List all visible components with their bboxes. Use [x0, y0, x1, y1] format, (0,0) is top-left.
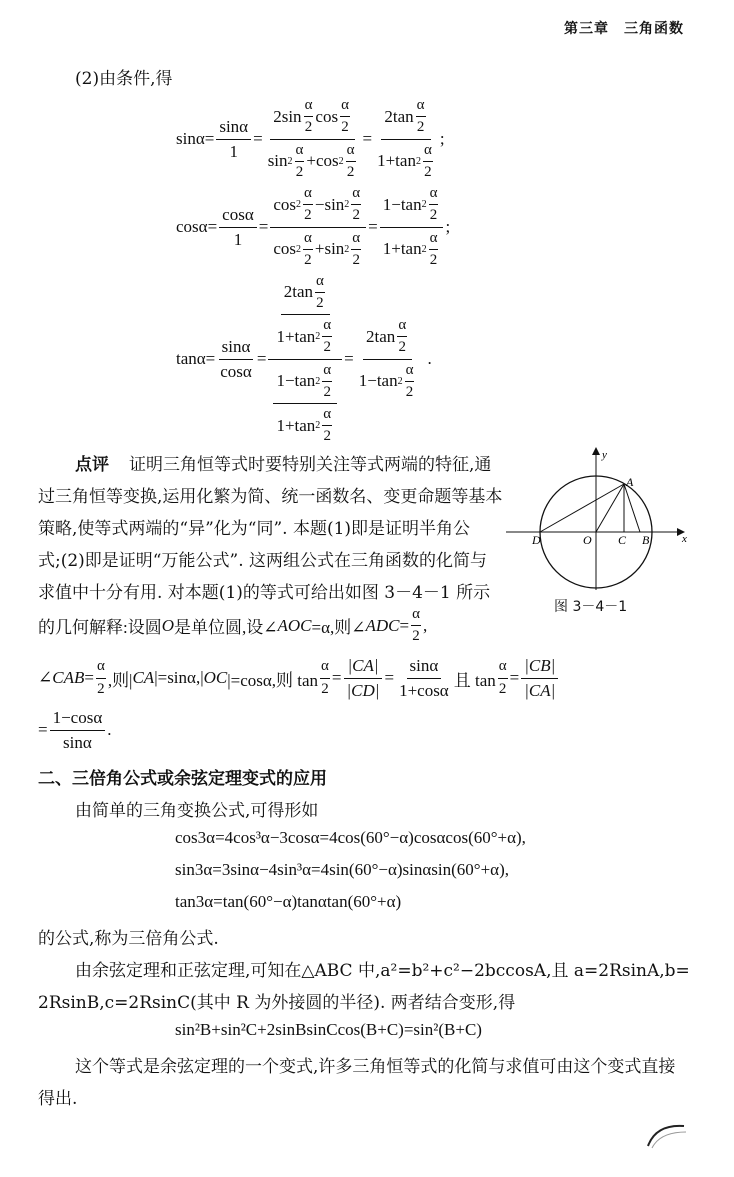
equation-sin: sinα= $\frac{\sin\alpha}{1}$ = 2sin $\frac{\alpha}{2}$ cos $\frac{\alpha}{2}$ sin 2 $\frac{\alpha}{2}$ +cos 2 $\frac{\alpha}{2}$ = 2tan $\frac{\alpha}{2}$ 1+tan 2 $\frac{\alpha}{2}$ ;: [176, 97, 445, 180]
figure-caption: 图 3－4－1: [554, 599, 628, 615]
conclusion-line-1: 这个等式是余弦定理的一个变式,许多三角恒等式的化简与求值可由这个变式直接: [75, 1057, 676, 1077]
unit-circle-diagram: [506, 444, 696, 594]
comment-line-8: = $\frac{1-\cos\alpha}{\sin\alpha}$ .: [38, 708, 112, 752]
comment-line-2: 过三角恒等变换,运用化繁为简、统一函数名、变更命题等基本: [38, 487, 503, 507]
section2-intro: 由简单的三角变换公式,可得形如: [75, 801, 319, 821]
comment-line-1: 点评 证明三角恒等式时要特别关注等式两端的特征,通: [75, 455, 492, 475]
figure-unit-circle: [506, 444, 696, 614]
label-x: x: [682, 533, 687, 545]
law-line-2: 2RsinB,c=2RsinC(其中 R 为外接圆的半径). 两者结合变形,得: [38, 993, 516, 1013]
equation-cos: cosα= $\frac{\cos\alpha}{1}$ = cos 2 $\frac{\alpha}{2}$ −sin 2 $\frac{\alpha}{2}$ cos 2 $\frac{\alpha}{2}$ +sin 2 $\frac{\alpha}{2}$ = 1−tan 2 $\frac{\alpha}{2}$ 1+tan 2 $\frac{\alpha}{2}$ ;: [176, 185, 451, 268]
label-d: D: [532, 533, 541, 547]
equation-tan: tanα= $\frac{\sin\alpha}{\cos\alpha}$ = 2tan $\frac{\alpha}{2}$ 1+tan 2 $\frac{\alpha}{2}$ 1−tan 2 $\frac{\alpha}{2}$ 1+tan 2 $\frac{\alpha}{2}$ = 2tan $\frac{\alpha}{2}$ 1−tan 2 $\frac{\alpha}{2}$ .: [176, 272, 432, 445]
comment-line-3: 策略,使等式两端的“异”化为“同”. 本题(1)即是证明半角公: [38, 519, 471, 539]
segment-oa: [596, 484, 624, 532]
formula-tan3a: tan3α=tan(60°−α)tanαtan(60°+α): [175, 892, 402, 911]
label-o: O: [583, 533, 592, 547]
formula-sin2b: sin²B+sin²C+2sinBsinCcos(B+C)=sin²(B+C): [175, 1020, 482, 1039]
label-a: A: [626, 475, 634, 489]
chapter-header: 第三章 三角函数: [564, 21, 684, 37]
label-b: B: [642, 533, 650, 547]
segment-ab: [624, 484, 640, 532]
law-line-1: 由余弦定理和正弦定理,可知在△ABC 中,a²=b²+c²−2bccosA,且 a=2RsinA,b=: [75, 961, 690, 981]
section2-after: 的公式,称为三倍角公式.: [38, 929, 219, 949]
label-y: y: [602, 449, 607, 461]
formula-sin3a: sin3α=3sinα−4sin³α=4sin(60°−α)sinαsin(60°+α),: [175, 860, 509, 879]
page-corner-decoration: [646, 1120, 690, 1155]
segment-da: [540, 484, 624, 532]
comment-line-5: 求值中十分有用. 对本题(1)的等式可给出如图 3－4－1 所示: [38, 583, 491, 603]
conclusion-line-2: 得出.: [38, 1089, 78, 1109]
section2-heading: 二、三倍角公式或余弦定理变式的应用: [38, 769, 327, 789]
comment-line-6: 的几何解释:设圆 O 是单位圆,设∠ AOC =α,则∠ ADC = $\frac{\alpha}{2}$ ,: [38, 606, 428, 645]
label-c: C: [618, 533, 627, 547]
formula-cos3a: cos3α=4cos³α−3cosα=4cos(60°−α)cosαcos(60°+α),: [175, 828, 526, 847]
comment-line-7: ∠ CAB = $\frac{\alpha}{2}$ ,则| CA |=sinα,| OC |=cosα,则 tan $\frac{\alpha}{2}$ = $\frac{|CA|}{|CD|}$ = $\frac{\sin\alpha}{1+\cos\alpha}$ 且 tan $\frac{\alpha}{2}$ = $\frac{|CB|}{|CA|}$: [38, 656, 560, 700]
part2-intro: (2)由条件,得: [75, 69, 173, 89]
comment-line-4: 式;(2)即是证明“万能公式”. 这两组公式在三角函数的化简与: [38, 551, 487, 571]
